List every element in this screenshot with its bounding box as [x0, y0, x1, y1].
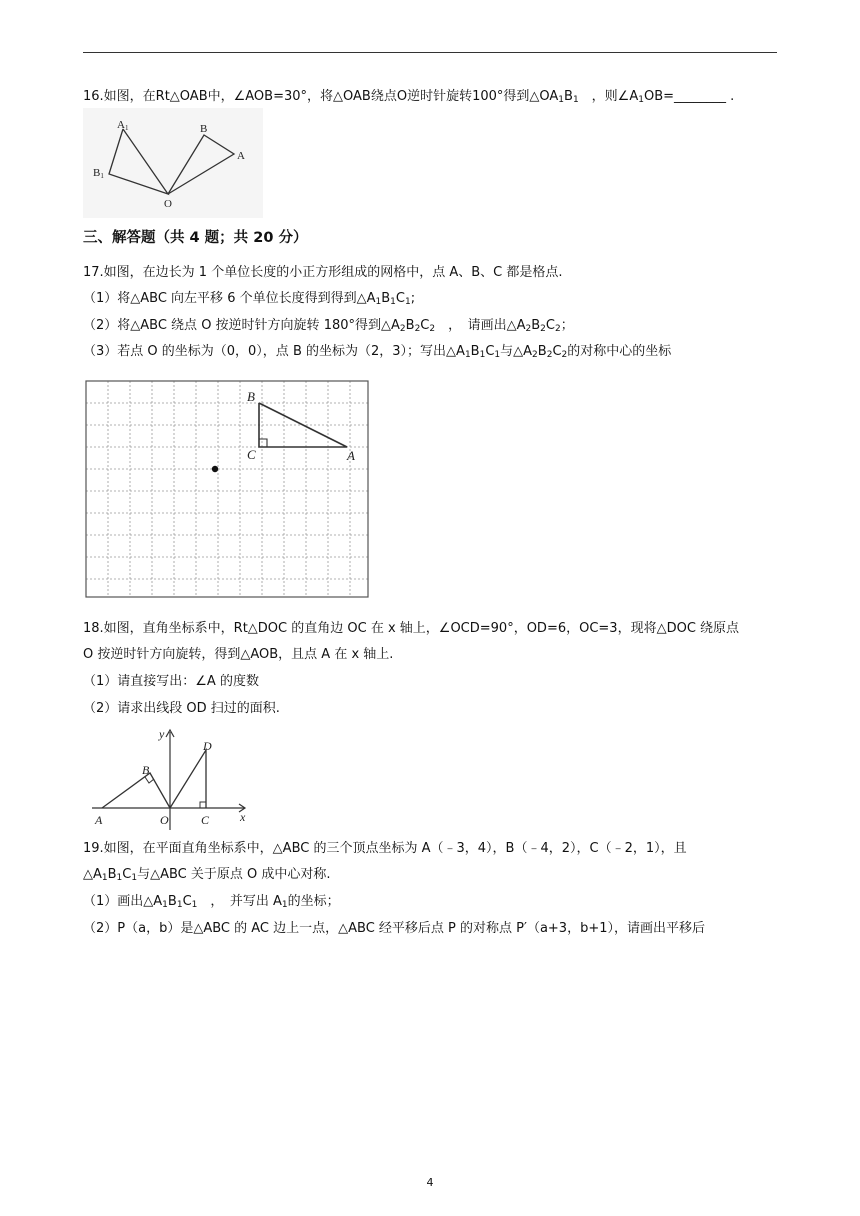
grid-lines [86, 381, 368, 597]
label-b1: B1 [93, 167, 104, 180]
right-angle-c [200, 802, 206, 808]
q19-stem-1: 19.如图，在平面直角坐标系中，△ABC 的三个顶点坐标为 A（﹣3，4），B（﹣4，2），C（﹣2，1），且 [83, 841, 687, 856]
label-c: C [247, 447, 256, 462]
label-o: O [160, 813, 169, 827]
q16-figure [83, 108, 263, 218]
section-3-heading: 三、解答题（共 4 题；共 20 分） [83, 230, 308, 246]
label-a: A [347, 448, 355, 463]
point-o [212, 466, 218, 472]
label-b: B [142, 763, 150, 777]
label-y: y [159, 727, 165, 741]
triangle-doc [170, 750, 206, 808]
q17-part-2: （2）将△ABC 绕点 O 按逆时针方向旋转 180°得到$\triangle A_2B_2C_2$ ， 请画出$\triangle A_2B_2C_2$； [83, 318, 574, 334]
label-a: A [95, 813, 103, 827]
triangle-aob [102, 773, 170, 808]
q16-text: 16.如图，在Rt△OAB中，∠AOB=30°，将△OAB绕点O逆时针旋转100°得到$\triangle OA_1B_1$ ，则$\angle A_1OB=\_\_\_\_\_\_\_\_$ . [83, 89, 735, 105]
label-o: O [164, 198, 172, 210]
label-c: C [201, 813, 210, 827]
label-a1: A1 [117, 119, 129, 132]
q17-stem: 17.如图，在边长为 1 个单位长度的小正方形组成的网格中，点 A、B、C 都是格点. [83, 265, 563, 280]
q17-part-3: （3）若点 O 的坐标为（0，0），点 B 的坐标为（2，3）；写出$\triangle A_1B_1C_1$与$\triangle A_2B_2C_2$的对称中心的坐标 [83, 344, 672, 360]
q18-figure [88, 726, 258, 832]
q17-part-1: （1）将△ABC 向左平移 6 个单位长度得到得到$\triangle A_1B_1C_1$; [83, 291, 416, 307]
q18-stem-2: O 按逆时针方向旋转，得到△AOB，且点 A 在 x 轴上. [83, 647, 394, 662]
page-number: 4 [426, 1176, 434, 1189]
q19-stem-2: $\triangle A_1B_1C_1$与△ABC 关于原点 O 成中心对称. [83, 867, 331, 883]
q19-part-2: （2）P（a，b）是△ABC 的 AC 边上一点，△ABC 经平移后点 P 的对称点 P′（a+3，b+1），请画出平移后 [83, 921, 705, 936]
label-d: D [203, 739, 212, 753]
label-b: B [200, 123, 208, 135]
triangle-abc [259, 403, 347, 447]
q17-grid-figure [85, 380, 371, 600]
q18-part-2: （2）请求出线段 OD 扫过的面积. [83, 701, 280, 716]
q18-part-1: （1）请直接写出：∠A 的度数 [83, 674, 259, 689]
label-b: B [247, 389, 255, 404]
header-rule [83, 52, 777, 53]
label-x: x [240, 810, 246, 824]
q19-part-1: （1）画出$\triangle A_1B_1C_1$ ， 并写出 $A_1$的坐标； [83, 894, 340, 910]
grid-border [86, 381, 368, 597]
label-a: A [237, 150, 245, 162]
right-angle-mark [259, 439, 267, 447]
q18-stem-1: 18.如图，直角坐标系中，Rt△DOC 的直角边 OC 在 x 轴上，∠OCD=90°，OD=6，OC=3，现将△DOC 绕原点 [83, 621, 740, 636]
